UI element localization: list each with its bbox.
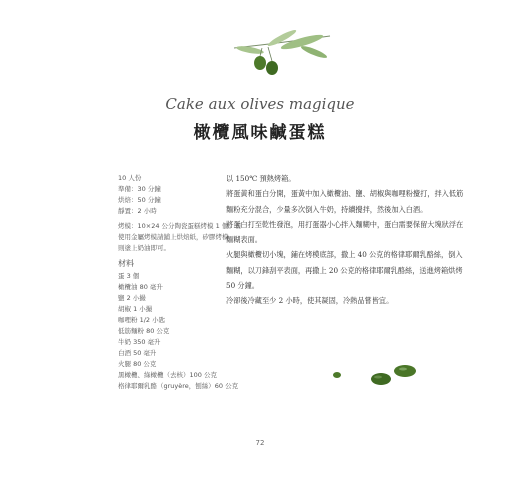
step-paragraph: 冷卻後冷藏至少 2 小時，使其凝固，冷熱品嘗皆宜。 xyxy=(226,296,394,306)
step-paragraph: 火腿與橄欖切小塊，鋪在烤模底部，撒上 40 公克的格律耶爾乳酪絲，倒入麵糊，以刀鋒刮平表面，再撒上 20 公克的格律耶爾乳酪絲，送進烤箱烘烤 50 分鐘。 xyxy=(226,250,463,291)
step-paragraph: 將蛋白打至乾性發泡，用打蛋器小心拌入麵糊中，蛋白需要保留大塊狀浮在麵糊表面。 xyxy=(226,219,464,245)
recipe-info xyxy=(118,173,222,217)
equipment-line: 使用金屬烤模請鋪上烘焙紙，矽膠烤模 xyxy=(118,233,229,241)
ingredient-item: 胡椒 1 小撮 xyxy=(118,305,153,313)
equipment-line: 則塗上奶油即可。 xyxy=(118,244,170,252)
ingredient-item: 火腿 80 公克 xyxy=(118,360,157,368)
recipe-title: 橄欖風味鹹蛋糕 xyxy=(193,123,327,143)
ingredients-heading: 材料 xyxy=(118,259,134,268)
ingredient-item: 低筋麵粉 80 公克 xyxy=(118,327,170,335)
ingredient-item: 牛奶 350 毫升 xyxy=(118,338,161,346)
page-number: 72 xyxy=(255,439,265,447)
servings: 10 人份 xyxy=(118,174,142,182)
ingredient-item: 白酒 50 毫升 xyxy=(118,349,157,357)
recipe-steps xyxy=(226,171,466,309)
ingredient-item: 橄欖油 80 毫升 xyxy=(118,283,163,291)
equipment-line: 烤模：10×24 公分陶瓷蛋糕烤模 1 個。若 xyxy=(118,222,242,230)
olives-illustration xyxy=(325,357,425,387)
equipment-note xyxy=(118,221,242,254)
olive-branch-illustration xyxy=(232,30,332,80)
ingredient-item: 蛋 3 個 xyxy=(118,272,140,280)
step-paragraph: 以 150℃ 預熱烤箱。 xyxy=(226,174,296,183)
bake-time: 烘焙：50 分鐘 xyxy=(118,196,161,204)
ingredients-list xyxy=(118,271,239,392)
ingredient-item: 黑橄欖、綠橄欖（去核）100 公克 xyxy=(118,371,217,379)
ingredient-item: 咖哩粉 1/2 小匙 xyxy=(118,316,166,324)
recipe-sidebar xyxy=(118,173,242,392)
ingredient-item: 格律耶爾乳酪（gruyère，刨絲）60 公克 xyxy=(118,382,239,390)
ingredient-item: 鹽 2 小撮 xyxy=(118,294,146,302)
recipe-subtitle-french: Cake aux olives magique xyxy=(165,95,355,113)
rest-time: 靜置：2 小時 xyxy=(118,207,157,215)
prep-time: 準備：30 分鐘 xyxy=(118,185,161,193)
step-paragraph: 將蛋黃和蛋白分開，蛋黃中加入橄欖油、鹽、胡椒與咖哩粉攪打，拌入低筋麵粉充分混合，少量多次倒入牛奶，持續攪拌，然後加入白酒。 xyxy=(226,189,464,214)
